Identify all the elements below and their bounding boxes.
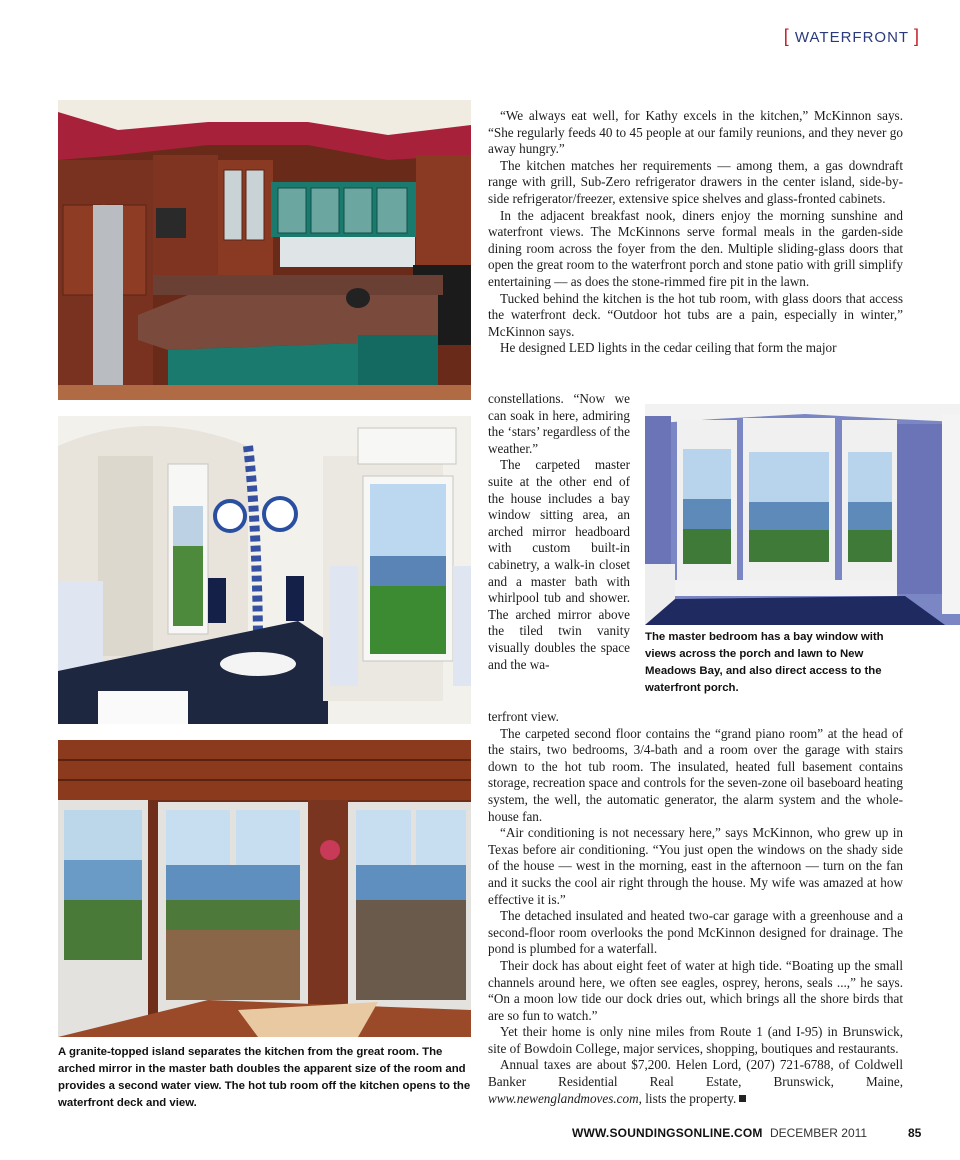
article-paragraph: “We always eat well, for Kathy excels in the kitchen,” McKinnon says. “She regularly feeds 40 to 45 people at our family reunions, and they never go away hungry.”	[488, 108, 903, 157]
article-paragraph: Tucked behind the kitchen is the hot tub room, with glass doors that access the waterfront deck. “Outdoor hot tubs are a pain, especially in winter,” McKinnon says.	[488, 290, 903, 339]
footer-website: WWW.SOUNDINGSONLINE.COM	[572, 1126, 763, 1140]
hot-tub-room-photo	[58, 740, 471, 1037]
bracket-left: [	[783, 26, 790, 46]
article-paragraph: He designed LED lights in the cedar ceiling that form the major	[500, 340, 837, 356]
master-bath-photo	[58, 416, 471, 724]
kitchen-bath-hottub-caption: A granite-topped island separates the kitchen from the great room. The arched mirror in the master bath doubles the apparent size of the room and provides a second water view. The hot tub room off the kitchen opens to the waterfront deck and view.	[58, 1046, 471, 1109]
listing-url-link[interactable]: www.newenglandmoves.com	[488, 1090, 639, 1106]
bedroom-photo-caption: The master bedroom has a bay window with views across the porch and lawn to New Meadows Bay, and also direct access to the waterfront porch.	[645, 631, 884, 694]
end-mark-icon	[739, 1095, 746, 1102]
article-paragraph: The detached insulated and heated two-car garage with a greenhouse and a second-floor room overlooks the pond McKinnon designed for drainage. The pond is plumbed for a waterfall.	[488, 908, 903, 957]
article-paragraph: Yet their home is only nine miles from Route 1 (and I-95) in Brunswick, site of Bowdoin College, major services, shopping, boutiques and restaurants.	[488, 1024, 903, 1056]
page-footer	[572, 1126, 922, 1140]
bracket-right: ]	[913, 26, 920, 46]
master-bedroom-photo	[645, 404, 960, 625]
article-paragraph: Their dock has about eight feet of water at high tide. “Boating up the small channels around here, we often see eagles, osprey, herons, seals ...,” he says. “On a moon low tide our dock dries out, which brings all the shore birds that are so fun to watch.”	[488, 957, 903, 1023]
article-paragraph-continued: constellations. “Now we can soak in here, admiring the ‘stars’ regardless of the weather.”	[488, 391, 630, 456]
section-tag	[784, 26, 920, 47]
article-final-paragraph	[488, 1057, 903, 1107]
article-column-top	[488, 108, 903, 357]
article-paragraph: The carpeted master suite at the other end of the house includes a bay window sitting area, an arched mirror headboard with custom built-in cabinetry, a walk-in closet and a master bath with whirlpool tub and shower. The arched mirror above the tiled twin vanity visually doubles the space and the wa-	[488, 457, 630, 672]
article-column-bottom	[488, 709, 903, 1107]
section-label: WATERFRONT	[794, 29, 909, 46]
final-paragraph-tail: , lists the property.	[638, 1090, 737, 1106]
article-paragraph: “Air conditioning is not necessary here,” says McKinnon, who grew up in Texas before air conditioning. “You just open the windows on the shady side of the house — west in the morning, east in the afternoon — turn on the fan and it sucks the cool air right through the house. My wife was amazed at how effective it is.”	[488, 825, 903, 907]
article-paragraph: In the adjacent breakfast nook, diners enjoy the morning sunshine and waterfront views. The McKinnons serve formal meals in the garden-side dining room across the foyer from the den. Multiple sliding-glass doors that open the great room to the waterfront porch and stone patio with grill simplify entertaining — as does the stone-rimmed fire pit in the lawn.	[488, 207, 903, 289]
page-number: 85	[908, 1126, 922, 1140]
final-paragraph-lead: Annual taxes are about $7,200. Helen Lord, (207) 721-6788, of Coldwell Banker Residential Real Estate, Brunswick, Maine,	[488, 1057, 903, 1090]
footer-issue-date: DECEMBER 2011	[769, 1126, 868, 1140]
article-column-narrow	[488, 391, 630, 673]
article-paragraph: The carpeted second floor contains the “grand piano room” at the head of the stairs, two bedrooms, 3/4-bath and a room over the garage with stairs down to the hot tub room. The insulated, heated full basement contains storage, recreation space and controls for the seven-zone oil baseboard heating system, the well, the automatic generator, the alarm system and the whole-house fan.	[488, 725, 903, 824]
kitchen-photo	[58, 100, 471, 400]
article-paragraph-continued: terfront view.	[488, 709, 559, 724]
article-paragraph: The kitchen matches her requirements — among them, a gas downdraft range with grill, Sub-Zero refrigerator drawers in the center island, side-by-side refrigerator/freezer, extensive spice shelves and glass-fronted cabinets.	[488, 157, 903, 206]
